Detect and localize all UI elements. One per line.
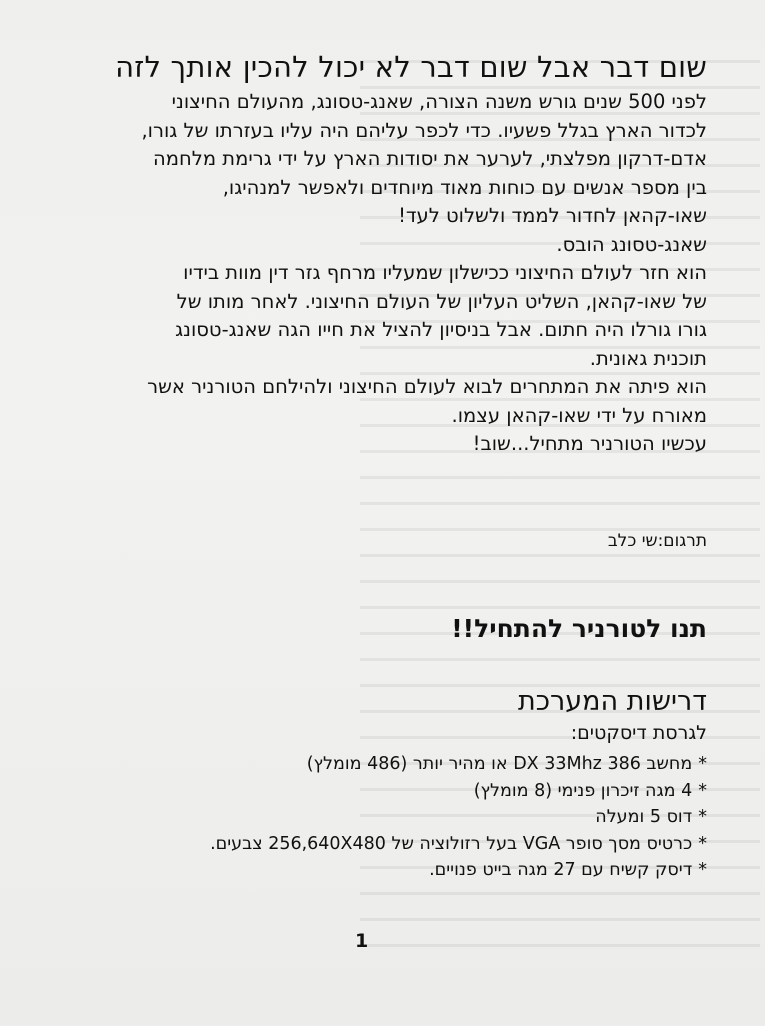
bullet-mark: * [698, 807, 707, 827]
intro-line: מאורח על ידי שאו-קהאן עצמו. [451, 403, 707, 427]
bullet-mark: * [698, 780, 707, 801]
intro-line: שאו-קהאן לחדור לממד ולשלוט לעד! [398, 204, 707, 227]
requirement-text: 4 מגה זיכרון פנימי (8 מומלץ) [473, 780, 693, 801]
story-intro [47, 88, 707, 459]
system-requirements-list [210, 751, 707, 884]
tournament-call-to-action: תנו לטורניר להתחיל!! [451, 614, 707, 643]
page-number: 1 [355, 930, 369, 952]
bullet-mark: * [698, 860, 707, 880]
intro-line: הוא פיתה את המתחרים לבוא לעולם החיצוני ולהילחם הטורניר אשר [147, 375, 707, 398]
intro-line: של שאו-קהאן, השליט העליון של העולם החיצוני. לאחר מותו של [176, 289, 707, 313]
intro-line: לכדור הארץ בגלל פשעיו. כדי לכפר עליהם היה עליו בעזרתו של גורו, [141, 118, 707, 142]
requirement-text: מחשב 386 DX 33Mhz או מהיר יותר (486 מומלץ) [306, 754, 693, 774]
bullet-mark: * [698, 833, 707, 854]
intro-line: לפני 500 שנים גורש משנה הצורה, שאנג-טסונג, מהעולם החיצוני [171, 90, 707, 113]
intro-line: תוכנית גאונית. [589, 346, 707, 370]
requirement-text: דוס 5 ומעלה [595, 807, 693, 827]
intro-line: שאנג-טסונג הובס. [556, 232, 707, 256]
page-heading: שום דבר אבל שום דבר לא יכול להכין אותך לזה [115, 50, 707, 84]
intro-line: הוא חזר לעולם החיצוני ככישלון שמעליו מרחף גזר דין מוות בידיו [183, 261, 707, 284]
requirement-item [210, 751, 707, 778]
intro-line: אדם-דרקון מפלצתי, לערער את יסודות הארץ על ידי גרימת מלחמה [153, 147, 707, 170]
intro-line: גורו גורלו היה חתום. אבל בניסיון להציל את חייו הגה שאנג-טסונג [175, 318, 707, 341]
system-requirements-title: דרישות המערכת [518, 686, 707, 717]
bullet-mark: * [698, 754, 707, 774]
translation-credit: תרגום:שי כלב [607, 531, 707, 551]
intro-line: בין מספר אנשים עם כוחות מאוד מיוחדים ולאפשר למנהיגו, [222, 175, 707, 199]
requirement-text: דיסק קשיח עם 27 מגה בייט פנויים. [429, 860, 693, 880]
system-requirements-subtitle: לגרסת דיסקטים: [570, 722, 707, 744]
requirement-item [210, 778, 707, 805]
intro-line: עכשיו הטורניר מתחיל...שוב! [472, 432, 707, 455]
requirement-item [210, 804, 707, 831]
requirement-item [210, 857, 707, 884]
requirement-item [210, 831, 707, 858]
requirement-text: כרטיס מסך סופר VGA בעל רזולוציה של 256,640X480 צבעים. [210, 833, 693, 854]
